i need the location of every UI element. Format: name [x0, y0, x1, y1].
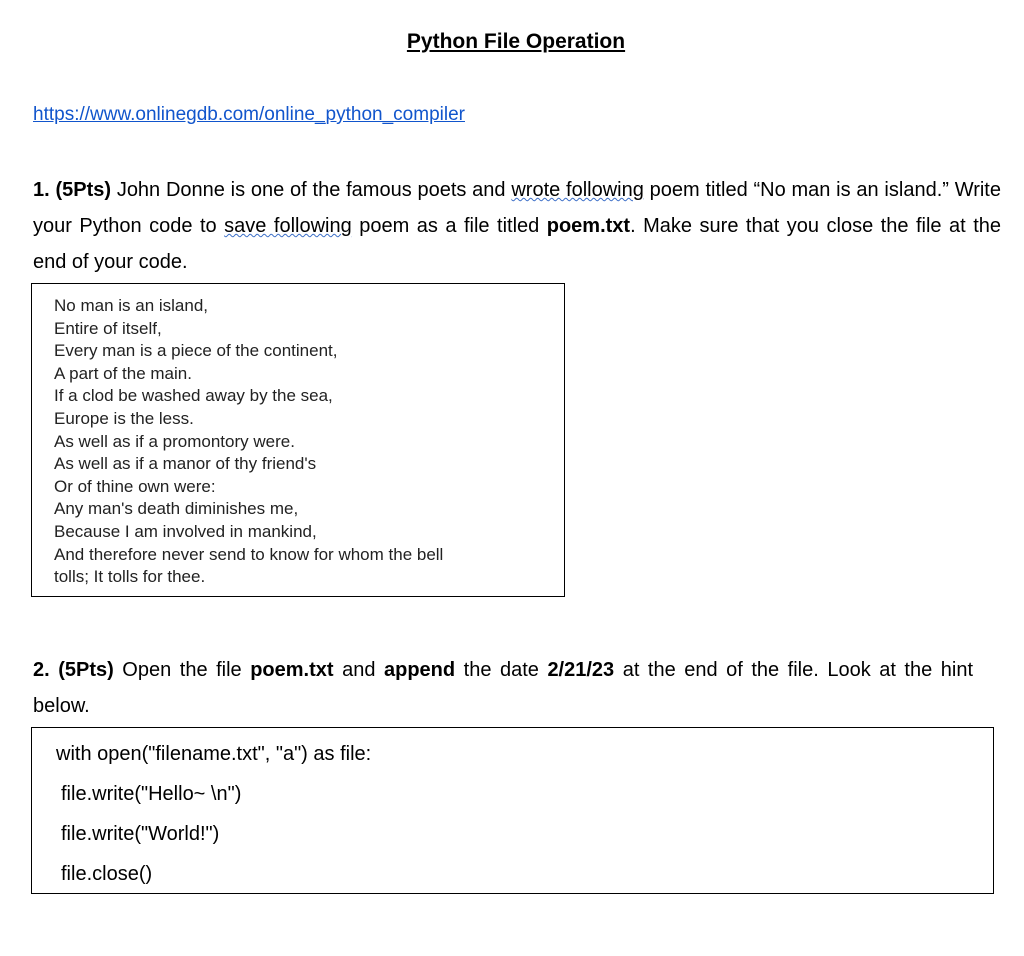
poem-line: A part of the main. — [54, 363, 192, 383]
page-title: Python File Operation — [406, 30, 626, 53]
poem-line: tolls; It tolls for thee. — [54, 567, 206, 587]
code-line: file.write("World!") — [61, 823, 220, 845]
question-1-text: John Donne is one of the famous poets and — [111, 179, 512, 201]
question-1-text: . Make sure that you close the file at the end of your code. — [33, 215, 1001, 273]
filename-bold: poem.txt — [250, 659, 334, 681]
question-1-text: poem titled “No man is an island.” Write your Python code to — [33, 179, 1001, 237]
spellcheck-squiggle: wrote following — [511, 179, 644, 201]
append-bold: append — [383, 659, 456, 681]
question-2-text: Open the file — [113, 659, 251, 681]
question-2-number: 2. (5Pts) — [33, 659, 114, 681]
poem-line: And therefore never send to know for whom the bell — [54, 544, 444, 564]
question-2 — [33, 652, 973, 724]
poem-line: Any man's death diminishes me, — [54, 499, 299, 519]
code-line: with open("filename.txt", "a") as file: — [56, 743, 372, 765]
poem-line: As well as if a promontory were. — [54, 431, 295, 451]
poem-line: No man is an island, — [54, 296, 209, 315]
compiler-link[interactable]: https://www.onlinegdb.com/online_python_compiler — [33, 104, 465, 125]
date-bold: 2/21/23 — [547, 659, 615, 681]
poem-line: Europe is the less. — [54, 408, 194, 428]
question-1-text: poem as a file titled — [351, 215, 547, 237]
poem-line: If a clod be washed away by the sea, — [54, 386, 333, 406]
poem-line: Entire of itself, — [54, 318, 162, 338]
code-line: file.write("Hello~ \n") — [61, 783, 242, 805]
question-1-number: 1. (5Pts) — [33, 179, 112, 201]
poem-line: Every man is a piece of the continent, — [54, 341, 338, 361]
question-1 — [33, 172, 1001, 280]
code-line: file.close() — [61, 863, 153, 885]
code-hint-box — [31, 727, 994, 894]
poem-line: Because I am involved in mankind, — [54, 521, 317, 541]
question-2-text: and — [333, 659, 384, 681]
poem-line: Or of thine own were: — [54, 476, 216, 496]
question-2-text: the date — [455, 659, 548, 681]
spellcheck-squiggle: save following — [224, 215, 352, 237]
poem-line: As well as if a manor of thy friend's — [54, 454, 317, 474]
question-2-text: at the end of the file. Look at the hint below. — [33, 659, 974, 717]
poem-box — [31, 283, 565, 597]
filename-bold: poem.txt — [546, 215, 631, 237]
